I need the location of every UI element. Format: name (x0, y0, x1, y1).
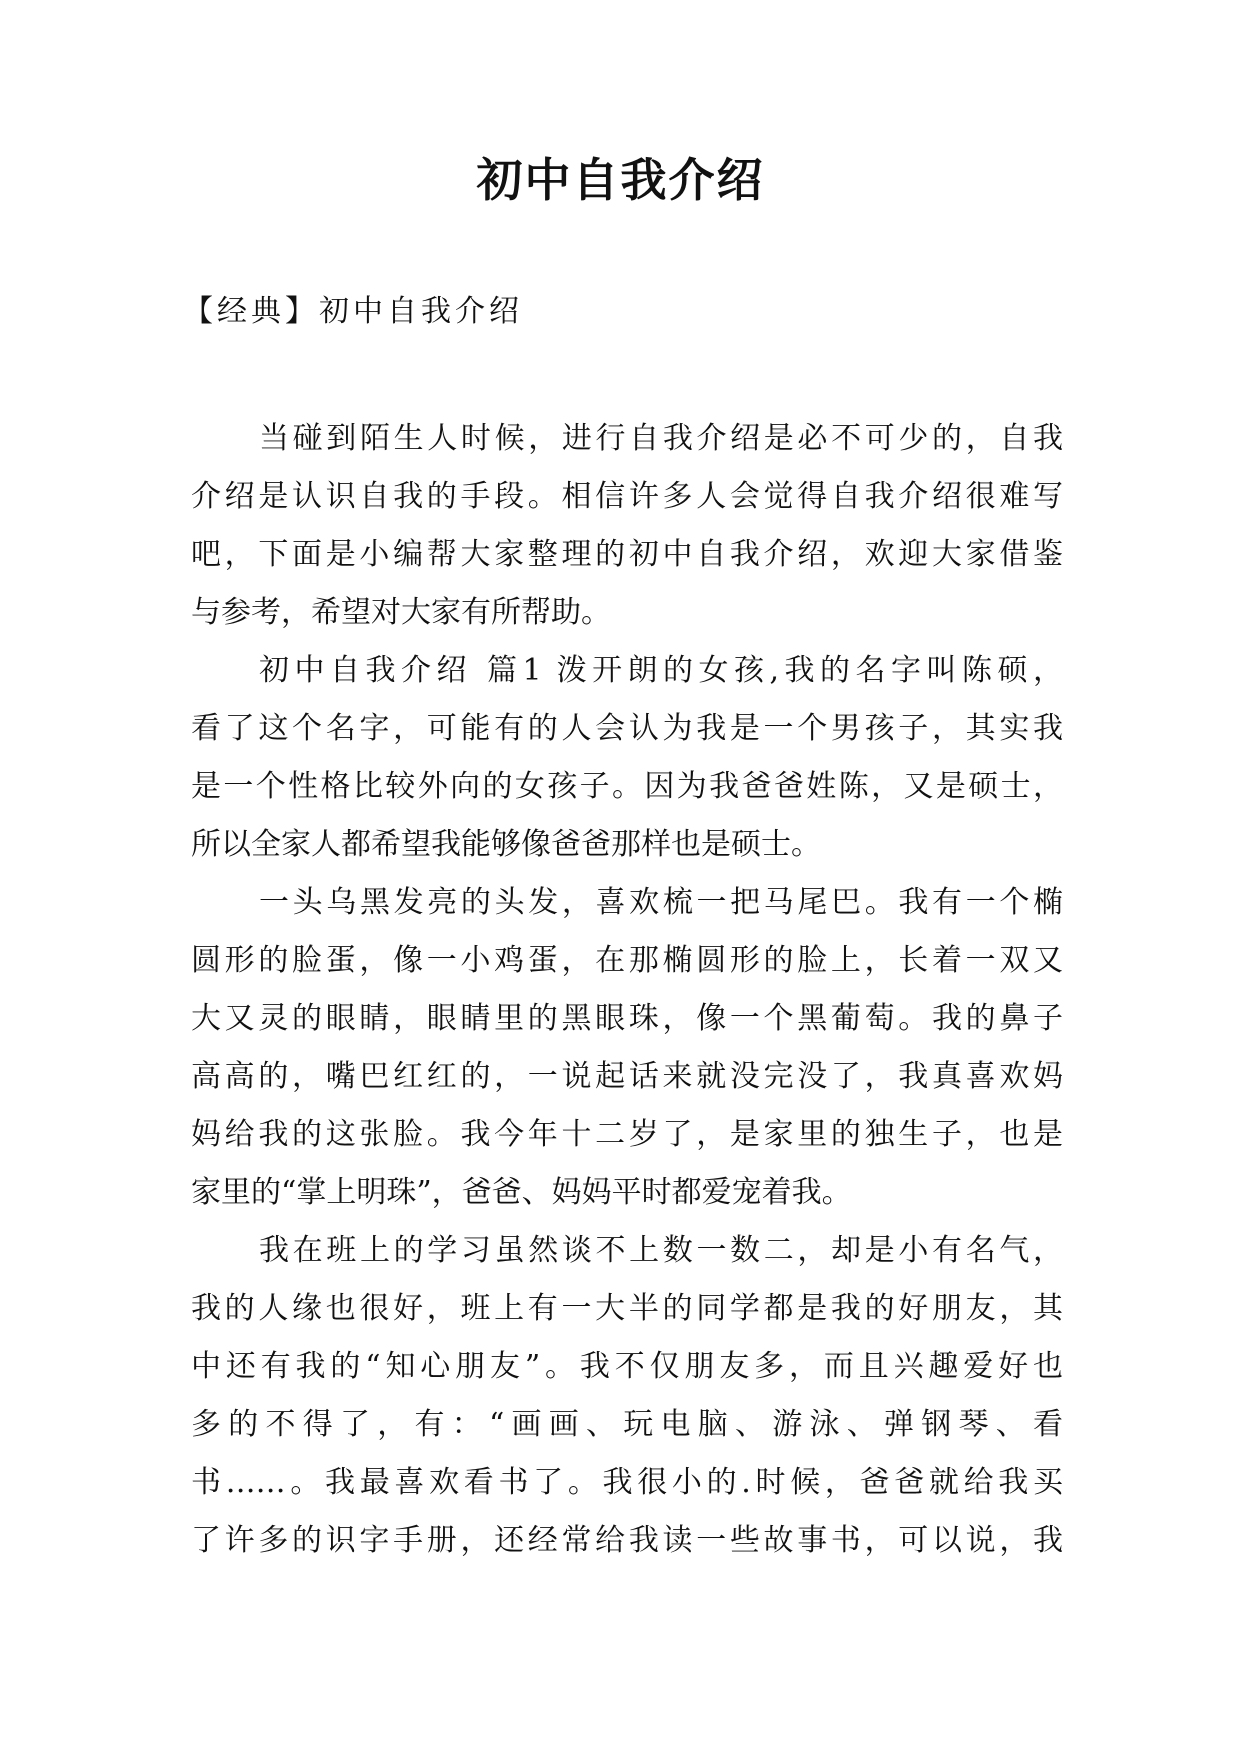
document-body (191, 410, 1063, 1570)
document-subtitle: 【经典】初中自我介绍 (183, 294, 523, 329)
text-line: 吧，下面是小编帮大家整理的初中自我介绍，欢迎大家借鉴 (191, 537, 1063, 572)
text-line: 书……。我最喜欢看书了。我很小的.时候，爸爸就给我买 (191, 1465, 1063, 1500)
text-line: 初中自我介绍 篇1 泼开朗的女孩,我的名字叫陈硕， (259, 653, 1063, 688)
text-line: 一头乌黑发亮的头发，喜欢梳一把马尾巴。我有一个椭 (259, 885, 1063, 920)
text-line: 是一个性格比较外向的女孩子。因为我爸爸姓陈，又是硕士， (191, 769, 1063, 804)
text-line: 介绍是认识自我的手段。相信许多人会觉得自我介绍很难写 (191, 479, 1063, 514)
text-line: 所以全家人都希望我能够像爸爸那样也是硕士。 (191, 827, 821, 862)
text-line: 与参考，希望对大家有所帮助。 (191, 595, 611, 630)
text-line: 我在班上的学习虽然谈不上数一数二，却是小有名气， (259, 1233, 1063, 1268)
text-line: 高高的，嘴巴红红的，一说起话来就没完没了，我真喜欢妈 (191, 1059, 1063, 1094)
text-line: 看了这个名字，可能有的人会认为我是一个男孩子，其实我 (191, 711, 1063, 746)
page-title: 初中自我介绍 (476, 153, 765, 207)
text-line: 了许多的识字手册，还经常给我读一些故事书，可以说，我 (191, 1523, 1063, 1558)
text-line: 妈给我的这张脸。我今年十二岁了，是家里的独生子，也是 (191, 1117, 1063, 1152)
text-line: 家里的“掌上明珠”，爸爸、妈妈平时都爱宠着我。 (191, 1175, 852, 1210)
text-line: 我的人缘也很好，班上有一大半的同学都是我的好朋友，其 (191, 1291, 1063, 1326)
text-line: 大又灵的眼睛，眼睛里的黑眼珠，像一个黑葡萄。我的鼻子 (191, 1001, 1063, 1036)
text-line: 圆形的脸蛋，像一小鸡蛋，在那椭圆形的脸上，长着一双又 (191, 943, 1063, 978)
text-line: 当碰到陌生人时候，进行自我介绍是必不可少的，自我 (259, 421, 1063, 456)
text-line: 中还有我的“知心朋友”。我不仅朋友多，而且兴趣爱好也 (191, 1349, 1063, 1384)
text-line: 多的不得了，有：“画画、玩电脑、游泳、弹钢琴、看 (191, 1407, 1063, 1442)
